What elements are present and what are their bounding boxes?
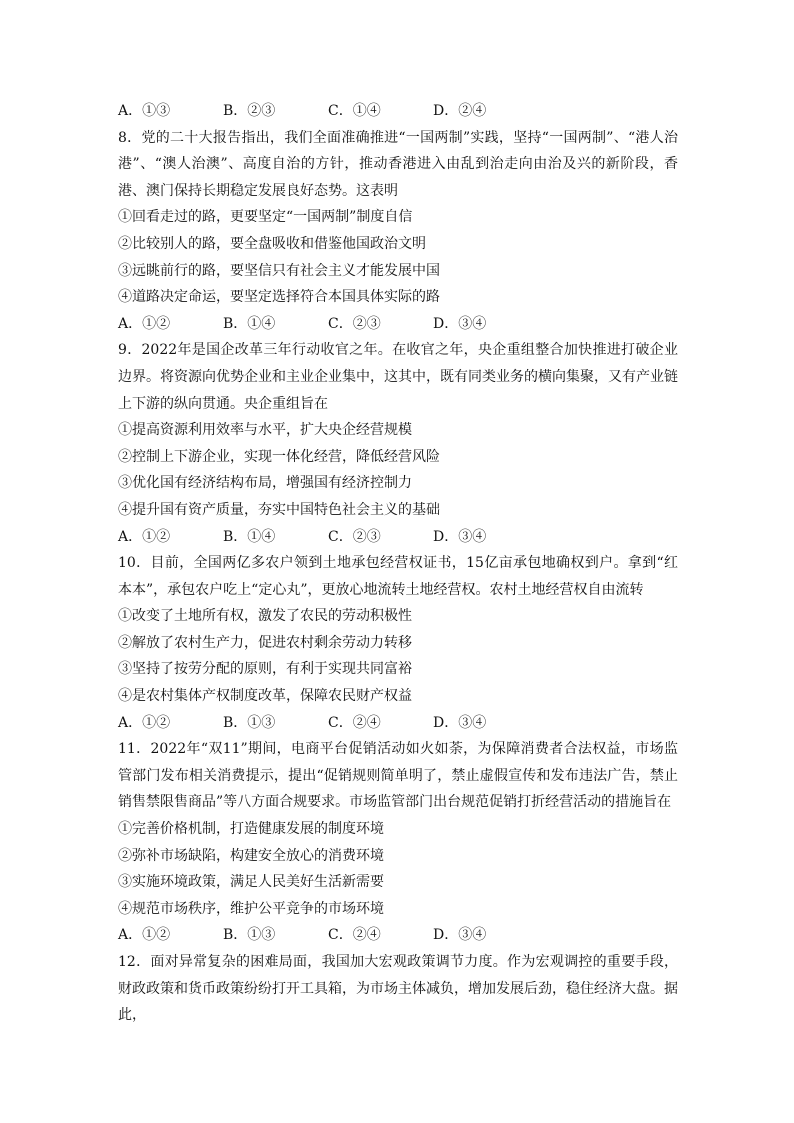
choice-2: ②弥补市场缺陷，构建安全放心的消费环境 <box>118 847 384 864</box>
choice-1: ①回看走过的路，更要坚定“一国两制”制度自信 <box>118 209 413 226</box>
choice-3: ③远眺前行的路，要坚信只有社会主义才能发展中国 <box>118 262 440 279</box>
option-c[interactable]: C．②③ <box>328 315 381 332</box>
choice-3: ③优化国有经济结构布局，增强国有经济控制力 <box>118 475 412 492</box>
option-a[interactable]: A．①③ <box>118 103 171 119</box>
option-b[interactable]: B．①③ <box>223 714 276 731</box>
answer-options <box>118 524 678 551</box>
choice-2: ②控制上下游企业，实现一体化经营，降低经营风险 <box>118 448 440 465</box>
question-stem: 12．面对异常复杂的困难局面，我国加大宏观政策调节力度。作为宏观调控的重要手段，财政政策和货币政策纷纷打开工具箱，为市场主体减负，增加发展后劲，稳住经济大盘。据此， <box>118 954 678 1024</box>
option-d[interactable]: D．③④ <box>433 927 487 944</box>
option-d[interactable]: D．③④ <box>433 528 487 545</box>
question-stem: 11．2022年“双11”期间，电商平台促销活动如火如荼，为保障消费者合法权益，市场监管部门发布相关消费提示，提出“促销规则简单明了，禁止虚假宣传和发布违法广告，禁止销售禁限售商品”等八方面合规要求。市场监管部门出台规范促销打折经营活动的措施旨在 <box>118 741 678 811</box>
option-d[interactable]: D．③④ <box>433 315 487 332</box>
question-11 <box>118 736 678 949</box>
choice-4: ④道路决定命运，要坚定选择符合本国具体实际的路 <box>118 289 440 306</box>
choice-2: ②解放了农村生产力，促进农村剩余劳动力转移 <box>118 634 412 651</box>
question-9 <box>118 337 678 550</box>
exam-page <box>118 98 678 1029</box>
option-a[interactable]: A．①② <box>118 315 171 332</box>
choice-4: ④规范市场秩序，维护公平竞争的市场环境 <box>118 900 384 917</box>
option-b[interactable]: B．①③ <box>223 927 276 944</box>
choice-2: ②比较别人的路，要全盘吸收和借鉴他国政治文明 <box>118 235 426 252</box>
question-stem: 10．目前，全国两亿多农户领到土地承包经营权证书，15亿亩承包地确权到户。拿到“红本本”，承包农户吃上“定心丸”，更放心地流转土地经营权。农村土地经营权自由流转 <box>118 555 678 598</box>
question-stem: 9．2022年是国企改革三年行动收官之年。在收官之年，央企重组整合加快推进打破企业边界。将资源向优势企业和主业企业集中，这其中，既有同类业务的横向集聚，又有产业链上下游的纵向贯通。央企重组旨在 <box>118 342 678 412</box>
choice-1: ①改变了土地所有权，激发了农民的劳动积极性 <box>118 608 412 625</box>
option-c[interactable]: C．①④ <box>328 103 381 119</box>
option-b[interactable]: B．①④ <box>223 528 276 545</box>
question-12 <box>118 949 678 1029</box>
answer-options <box>118 922 678 949</box>
choice-4: ④提升国有资产质量，夯实中国特色社会主义的基础 <box>118 501 440 518</box>
option-b[interactable]: B．①④ <box>223 315 276 332</box>
answer-options <box>118 710 678 737</box>
question-10 <box>118 550 678 736</box>
option-c[interactable]: C．②③ <box>328 528 381 545</box>
option-d[interactable]: D．③④ <box>433 714 487 731</box>
choice-3: ③坚持了按劳分配的原则，有利于实现共同富裕 <box>118 661 412 678</box>
question-8 <box>118 125 678 338</box>
option-a[interactable]: A．①② <box>118 927 171 944</box>
choice-1: ①提高资源利用效率与水平，扩大央企经营规模 <box>118 422 412 439</box>
option-a[interactable]: A．①② <box>118 714 171 731</box>
top-options <box>118 98 678 125</box>
choice-4: ④是农村集体产权制度改革，保障农民财产权益 <box>118 688 412 705</box>
option-c[interactable]: C．②④ <box>328 927 381 944</box>
choice-3: ③实施环境政策，满足人民美好生活新需要 <box>118 874 384 891</box>
choice-1: ①完善价格机制，打造健康发展的制度环境 <box>118 821 384 838</box>
option-b[interactable]: B．②③ <box>223 103 276 119</box>
answer-options <box>118 311 678 338</box>
option-a[interactable]: A．①② <box>118 528 171 545</box>
option-c[interactable]: C．②④ <box>328 714 381 731</box>
question-stem: 8．党的二十大报告指出，我们全面准确推进“一国两制”实践，坚持“一国两制”、“港人治港”、“澳人治澳”、高度自治的方针，推动香港进入由乱到治走向由治及兴的新阶段，香港、澳门保持长期稳定发展良好态势。这表明 <box>118 129 678 199</box>
option-d[interactable]: D．②④ <box>433 103 487 119</box>
